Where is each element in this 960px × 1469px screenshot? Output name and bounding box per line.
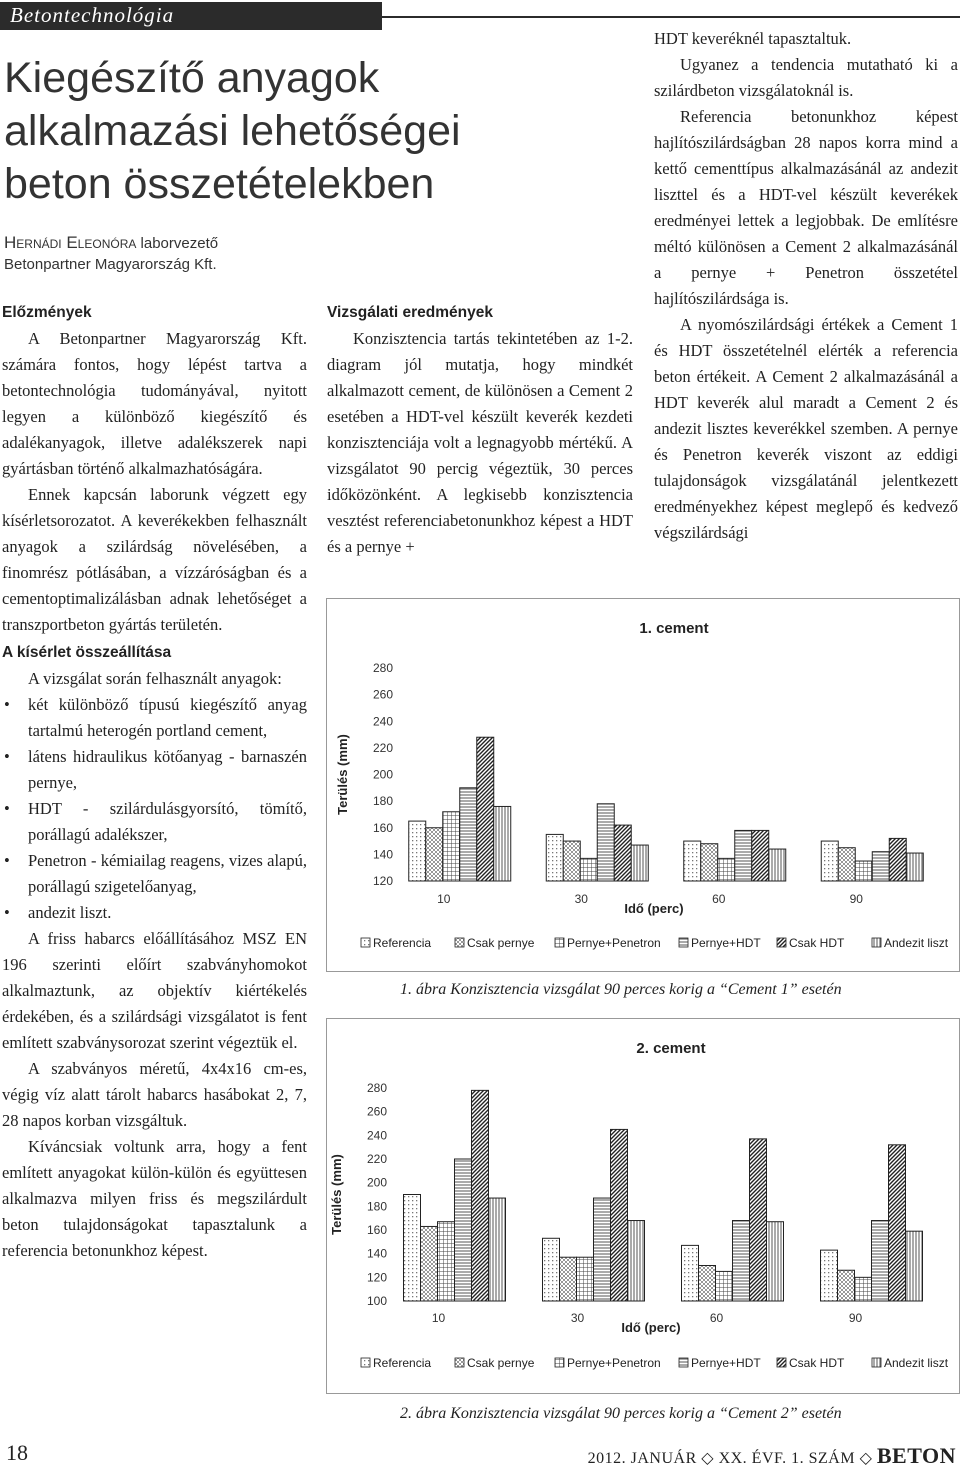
bar [546,834,563,881]
y-tick-label: 280 [366,1081,387,1095]
paragraph: A vizsgálat során felhasznált anyagok: [28,669,282,688]
y-tick-label: 260 [372,687,393,702]
bar [409,821,426,881]
y-tick-label: 260 [366,1104,387,1119]
chart-2 [327,1019,959,1393]
paragraph: Ennek kapcsán laborunk végzett egy kísérletsorozatot. A keverékekben felhasznált anyagok a szilárdság növelésében, a finomrész pótlásában, a vízzáróságban és a cementoptimalizálásban adnak lehetőséget a transzportbeton gyártás területén. [2,485,307,634]
legend-swatch [679,1358,688,1367]
legend-label: Pernye+Penetron [567,936,661,950]
bar [684,841,701,881]
heading-vizsgalati: Vizsgálati eredmények [327,304,493,321]
legend-swatch [872,938,881,947]
author-line [4,233,218,253]
bar [855,1277,872,1301]
bar [838,848,855,881]
paragraph: A Betonpartner Magyarország Kft. számára fontos, hogy lépést tartva a betontechnológia tudományával, nyitott legyen a különböző kiegészítő és adalékanyagok, illetve adalékszerek napi gyártásban történő alkalmazhatóságára. [2,329,307,478]
y-tick-label: 180 [366,1199,387,1214]
bar [580,858,597,881]
bar [494,806,511,881]
bar [699,1266,716,1302]
paragraph: Referencia betonunkhoz képest hajlítószilárdságban 28 napos korra mind a kettő cementtípus alkalmazásánál az andezit liszttel és a HDT-vel készült keverékek eredményei lettek a legjobbak. De említésre méltó különösen a Cement 2 alkalmazásánál a pernye + Penetron összetétel hajlítószilárdsága is. [654,107,958,308]
y-tick-label: 140 [366,1246,387,1261]
y-tick-label: 200 [372,767,393,782]
y-tick-label: 160 [372,820,393,835]
legend-swatch [361,1358,370,1367]
bar [628,1221,645,1301]
legend-swatch [679,938,688,947]
bar [477,737,494,881]
bar [460,788,477,881]
list-item: • andezit liszt. [28,900,307,926]
list-item: • látens hidraulikus kötőanyag - barnaszén pernye, [28,744,307,796]
bar [421,1226,438,1301]
bar [716,1271,733,1301]
x-tick-label: 90 [849,892,863,906]
bar [438,1222,455,1301]
bar [750,1139,767,1301]
y-tick-label: 200 [366,1175,387,1190]
legend-label: Referencia [373,936,432,950]
chart-1 [327,599,959,971]
legend-label: Csak pernye [467,1356,535,1370]
legend-label: Pernye+HDT [691,936,761,950]
page-number: 18 [6,1440,28,1465]
x-tick-label: 30 [570,1311,585,1325]
bar [594,1198,611,1301]
column-2 [327,300,633,560]
bar [855,861,872,881]
x-tick-label: 30 [574,892,588,906]
legend-label: Andezit liszt [884,1356,949,1370]
paragraph: Kíváncsiak voltunk arra, hogy a fent említett anyagokat külön-külön és együttesen alkalmazva milyen friss és megszilárdult beton tulajdonságokat tapasztalunk a referencia betonunkhoz képest. [2,1137,307,1260]
materials-list [2,692,307,926]
y-tick-label: 100 [366,1294,387,1308]
bar [631,845,648,881]
bar [560,1257,577,1301]
bar [472,1090,489,1301]
legend-label: Pernye+Penetron [567,1356,661,1370]
bar [614,825,631,881]
bar [733,1221,750,1301]
chart-2-frame [326,1018,960,1394]
bar [821,841,838,881]
x-tick-label: 60 [712,892,726,906]
bar [543,1238,560,1301]
legend-label: Referencia [373,1356,432,1370]
bar [889,1145,906,1301]
paragraph: HDT keveréknél tapasztaltuk. [654,29,852,48]
heading-kiserlet: A kísérlet összeállítása [2,644,172,661]
legend-swatch [555,938,564,947]
magazine-name: BETON [876,1443,956,1468]
list-item: • HDT - szilárdulásgyorsító, tömítő, porállagú adalékszer, [28,796,307,848]
y-tick-label: 120 [366,1270,387,1285]
x-axis-label: Idő (perc) [621,1320,681,1335]
bar [563,841,580,881]
bar [838,1270,855,1301]
y-tick-label: 160 [366,1223,387,1237]
legend-label: Pernye+HDT [691,1356,761,1370]
legend-swatch [455,938,464,947]
section-label: Betontechnológia [10,3,175,27]
x-tick-label: 60 [709,1311,724,1325]
y-tick-label: 140 [372,847,393,862]
figure-1-caption: 1. ábra Konzisztencia vizsgálat 90 perces korig a “Cement 1” esetén [400,981,842,998]
bar [577,1257,594,1301]
author-affiliation: Betonpartner Magyarország Kft. [4,256,217,273]
bar [769,849,786,881]
y-axis-label: Terülés (mm) [335,734,350,815]
chart-title: 2. cement [636,1040,706,1057]
chart-title: 1. cement [639,620,709,637]
bar [718,858,735,881]
bar [906,1231,923,1301]
paragraph: A friss habarcs előállításához MSZ EN 196 szerinti előírt szabványhomokot alkalmaztunk, az objektív kiértékelés érdekében, és a szilárdsági vizsgálatot is fent említett szabványsorozat szerint végeztük el. [2,929,307,1052]
paragraph: Ugyanez a tendencia mutatható ki a szilárdbeton vizsgálatoknál is. [654,55,958,100]
list-item: • két különböző típusú kiegészítő anyag tartalmú heterogén portland cement, [28,692,307,744]
figure-2-caption: 2. ábra Konzisztencia vizsgálat 90 perces korig a “Cement 2” esetén [400,1405,842,1422]
bar [889,838,906,881]
legend-label: Csak HDT [789,1356,845,1370]
bar [489,1198,506,1301]
bar [872,1221,889,1301]
bar [821,1250,838,1301]
author-role: laborvezető [136,235,219,252]
bar [767,1222,784,1301]
legend-label: Csak pernye [467,936,535,950]
legend-swatch [455,1358,464,1367]
section-header-bar [0,2,382,30]
list-item: • Penetron - kémiailag reagens, vizes alapú, porállagú szigetelőanyag, [28,848,307,900]
paragraph: A nyomószilárdsági értékek a Cement 1 és HDT összetételnél elérték a referencia beton értékeit. A Cement 2 alkalmazásánál a HDT keverék alul maradt a Cement 2 és andezit lisztes keverékkel szemben. A pernye és Penetron keverék viszont az eddigi tulajdonságok vizsgálatánál jelentkezett eredményekhez képest meglepő és kedvező végszilárdsági [654,315,958,542]
paragraph: Konzisztencia tartás tekintetében az 1-2. diagram jól mutatja, hogy mindkét alkalmazott cement, de különösen a Cement 2 esetében a HDT-vel készült keverék kezdeti konzisztenciája volt a legnagyobb mértékű. A vizsgálatot 90 percig végeztük, 30 perces időközönként. A legkisebb konzisztencia vesztést referenciabetonunkhoz képest a HDT és a pernye + [327,329,633,556]
bar [906,853,923,881]
footer-issue [588,1443,956,1469]
heading-elozmenyek: Előzmények [2,304,92,321]
y-tick-label: 220 [366,1152,387,1166]
paragraph: A szabványos méretű, 4x4x16 cm-es, végig víz alatt tárolt habarcs hasábokat 2, 7, 28 napos korban vizsgáltuk. [2,1059,307,1130]
author-name: Hernádi Eleonóra [4,233,137,252]
legend-swatch [777,938,786,947]
bar [872,852,889,881]
legend-swatch [555,1358,564,1367]
x-axis-label: Idő (perc) [624,901,684,916]
bar [426,828,443,881]
bar [443,812,460,881]
legend-swatch [361,938,370,947]
header-rule [382,16,960,18]
issue-info: 2012. JANUÁR ◇ XX. ÉVF. 1. SZÁM ◇ [587,1450,877,1467]
x-tick-label: 90 [848,1311,863,1325]
legend-label: Csak HDT [789,936,845,950]
y-tick-label: 240 [372,714,393,729]
chart-1-frame [326,598,960,972]
legend-swatch [872,1358,881,1367]
y-tick-label: 240 [366,1128,387,1143]
legend-swatch [777,1358,786,1367]
y-tick-label: 120 [372,874,393,888]
x-tick-label: 10 [437,892,451,906]
column-1 [2,300,307,1264]
y-axis-label: Terülés (mm) [329,1154,344,1235]
bar [611,1129,628,1301]
bar [752,830,769,881]
bar [701,844,718,881]
column-3 [654,26,958,546]
bar [735,830,752,881]
y-tick-label: 280 [372,661,393,675]
bar [597,804,614,881]
legend-label: Andezit liszt [884,936,949,950]
bar [455,1159,472,1301]
article-title: Kiegészítő anyagok alkalmazási lehetőségei beton összetételekben [4,54,461,208]
y-tick-label: 180 [372,794,393,809]
y-tick-label: 220 [372,740,393,755]
bar [682,1245,699,1301]
bar [404,1195,421,1302]
x-tick-label: 10 [431,1311,446,1325]
